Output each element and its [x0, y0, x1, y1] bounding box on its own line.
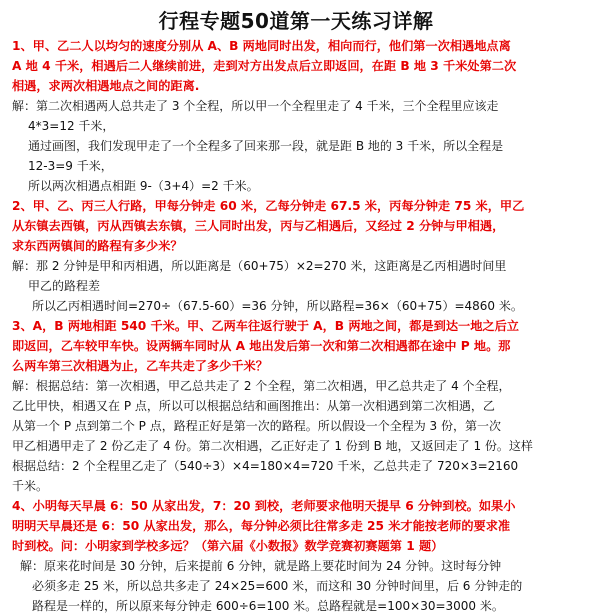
question-4	[12, 496, 580, 556]
answer-2-line-3: 所以乙丙相遇时间=270÷（67.5-60）=36 分钟，所以路程=36×（60+75）=4860 米。	[32, 299, 523, 313]
answer-3-line-2: 乙比甲快，相遇又在 P 点，所以可以根据总结和画图推出：从第一次相遇到第二次相遇，乙	[12, 399, 495, 413]
document-title: 行程专题50道第一天练习详解	[158, 9, 434, 33]
answer-1	[12, 96, 580, 196]
answer-2	[12, 256, 580, 316]
answer-1-line-4: 12-3=9 千米，	[28, 159, 113, 173]
question-1-line-2: A 地 4 千米，相遇后二人继续前进，走到对方出发点后立即返回，在距 B 地 3 千米处第二次	[12, 59, 517, 73]
question-1-line-3: 相遇，求两次相遇地点之间的距离.	[12, 79, 200, 93]
question-4-line-3: 时到校。问：小明家到学校多远？（第六届《小数报》数学竞赛初赛题第 1 题）	[12, 539, 444, 553]
answer-4-line-2: 必须多走 25 米，所以总共多走了 24×25=600 米，而这和 30 分钟时间里，后 6 分钟走的	[32, 579, 523, 593]
answer-3-line-5: 根据总结：2 个全程里乙走了（540÷3）×4=180×4=720 千米，乙总共走了 720×3=2160	[12, 459, 519, 473]
question-3	[12, 316, 580, 376]
question-2-line-3: 求东西两镇间的路程有多少米？	[12, 239, 183, 253]
answer-3-line-1: 解：根据总结：第一次相遇，甲乙总共走了 2 个全程，第二次相遇，甲乙总共走了 4 个全程，	[12, 379, 511, 393]
answer-1-line-5: 所以两次相遇点相距 9-（3+4）=2 千米。	[28, 179, 259, 193]
question-2-line-2: 从东镇去西镇，丙从西镇去东镇，三人同时出发，丙与乙相遇后，又经过 2 分钟与甲相遇，	[12, 219, 505, 233]
question-3-line-2: 即返回，乙车较甲车快。设两辆车同时从 A 地出发后第一次和第二次相遇都在途中 P 地。那	[12, 339, 511, 353]
answer-4-line-1: 解：原来花时间是 30 分钟，后来提前 6 分钟，就是路上要花时间为 24 分钟。这时每分钟	[20, 559, 502, 573]
answer-2-line-2: 甲乙的路程差	[28, 279, 101, 293]
answer-2-line-1: 解：那 2 分钟是甲和丙相遇，所以距离是（60+75）×2=270 米，这距离是乙丙相遇时间里	[12, 259, 507, 273]
answer-1-line-2: 4*3=12 千米，	[28, 119, 115, 133]
answer-4-line-3: 路程是一样的，所以原来每分钟走 600÷6=100 米。总路程就是=100×30=3000 米。	[32, 599, 504, 613]
question-2-line-1: 2、甲、乙、丙三人行路，甲每分钟走 60 米，乙每分钟走 67.5 米，丙每分钟走 75 米，甲乙	[12, 199, 525, 213]
answer-3	[12, 376, 580, 496]
answer-3-line-3: 从第一个 P 点到第二个 P 点，路程正好是第一次的路程。所以假设一个全程为 3 份，第一次	[12, 419, 501, 433]
answer-1-line-1: 解：第二次相遇两人总共走了 3 个全程，所以甲一个全程里走了 4 千米，三个全程里应该走	[12, 99, 499, 113]
question-4-line-1: 4、小明每天早晨 6：50 从家出发，7：20 到校，老师要求他明天提早 6 分钟到校。如果小	[12, 499, 516, 513]
question-3-line-3: 么两车第三次相遇为止，乙车共走了多少千米？	[12, 359, 268, 373]
question-1	[12, 36, 580, 96]
question-2	[12, 196, 580, 256]
answer-1-line-3: 通过画图，我们发现甲走了一个全程多了回来那一段，就是距 B 地的 3 千米，所以全程是	[28, 139, 504, 153]
question-1-line-1: 1、甲、乙二人以均匀的速度分别从 A、B 两地同时出发，相向而行，他们第一次相遇地点离	[12, 39, 511, 53]
answer-3-line-6: 千米。	[12, 479, 49, 493]
answer-3-line-4: 甲乙相遇甲走了 2 份乙走了 4 份。第二次相遇，乙正好走了 1 份到 B 地，又返回走了 1 份。这样	[12, 439, 533, 453]
answer-4	[12, 556, 580, 616]
question-4-line-2: 明明天早晨还是 6：50 从家出发，那么，每分钟必须比往常多走 25 米才能按老师的要求准	[12, 519, 511, 533]
question-3-line-1: 3、A，B 两地相距 540 千米。甲、乙两车往返行驶于 A，B 两地之间，都是到达一地之后立	[12, 319, 519, 333]
